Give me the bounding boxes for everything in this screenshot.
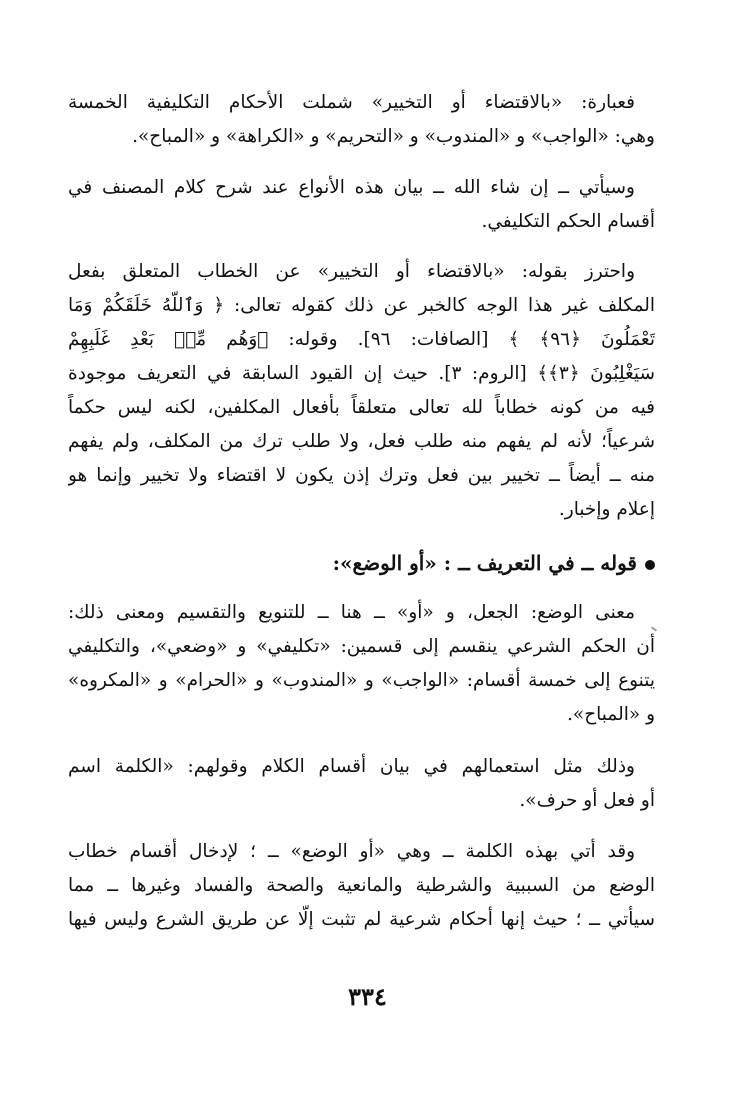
text-line: منه ــ أيضاً ــ تخيير بين فعل وترك إذن يكون لا اقتضاء ولا تخيير وإنما هو: [68, 465, 655, 486]
text-line: إعلام وإخبار.: [558, 499, 655, 520]
text-line: شرعياً؛ لأنه لم يفهم منه طلب فعل، ولا طلب ترك من المكلف، ولم يفهم: [68, 431, 655, 452]
text-line: فيه من كونه خطاباً لله تعالى متعلقاً بأفعال المكلفين، لكنه ليس حكماً: [68, 397, 655, 418]
text-line: وهي: «الواجب» و «المندوب» و «التحريم» و «الكراهة» و «المباح».: [132, 126, 655, 147]
text-line: المكلف غير هذا الوجه كالخبر عن ذلك كقوله تعالى: ﴿ وَٱللَّهُ خَلَقَكُمْ وَمَا: [68, 295, 655, 316]
text-line: أو فعل أو حرف».: [519, 790, 655, 811]
text-line: الوضع من السببية والشرطية والمانعية والصحة والفساد وغيرها ــ مما: [68, 875, 655, 896]
text-line: يتنوع إلى خمسة أقسام: «الواجب» و «المندوب» و «الحرام» و «المكروه»: [68, 670, 655, 691]
text-line: تَعْمَلُونَ ﴿٩٦﴾ ﴾ [الصافات: ٩٦]. وقوله: ﴿وَهُم مِّنۢ بَعْدِ غَلَبِهِمْ: [68, 329, 655, 350]
bullet-icon: [645, 560, 655, 570]
text-line: سيأتي ــ ؛ حيث إنها أحكام شرعية لم تثبت إلَّا عن طريق الشرع وليس فيها: [68, 909, 655, 930]
text-line: سَيَغْلِبُونَ ﴿٣﴾﴾ [الروم: ٣]. حيث إن القيود السابقة في التعريف موجودة: [68, 363, 655, 384]
text-line: أقسام الحكم التكليفي.: [481, 211, 655, 232]
section-heading-text: قوله ــ في التعريف ــ : «أو الوضع»:: [332, 551, 637, 575]
page-number: ٣٣٤: [348, 982, 387, 1011]
text-line: أن الحكم الشرعي ينقسم إلى قسمين: «تكليفي» و «وضعي»، والتكليفي: [68, 636, 655, 657]
text-line: وسيأتي ــ إن شاء الله ــ بيان هذه الأنواع عند شرح كلام المصنف في: [68, 177, 635, 198]
text-line: و «المباح».: [567, 704, 655, 725]
text-line: وقد أتي بهذه الكلمة ــ وهي «أو الوضع» ــ ؛ لإدخال أقسام خطاب: [68, 841, 635, 862]
text-line: واحترز بقوله: «بالاقتضاء أو التخيير» عن الخطاب المتعلق بفعل: [68, 261, 635, 282]
text-line: فعبارة: «بالاقتضاء أو التخيير» شملت الأحكام التكليفية الخمسة: [68, 92, 635, 113]
section-heading: [68, 548, 655, 584]
text-line: وذلك مثل استعمالهم في بيان أقسام الكلام وقولهم: «الكلمة اسم: [68, 756, 635, 777]
text-line: معنى الوضع: الجعل، و «أو» ــ هنا ــ للتنويع والتقسيم ومعنى ذلك:: [68, 602, 635, 623]
